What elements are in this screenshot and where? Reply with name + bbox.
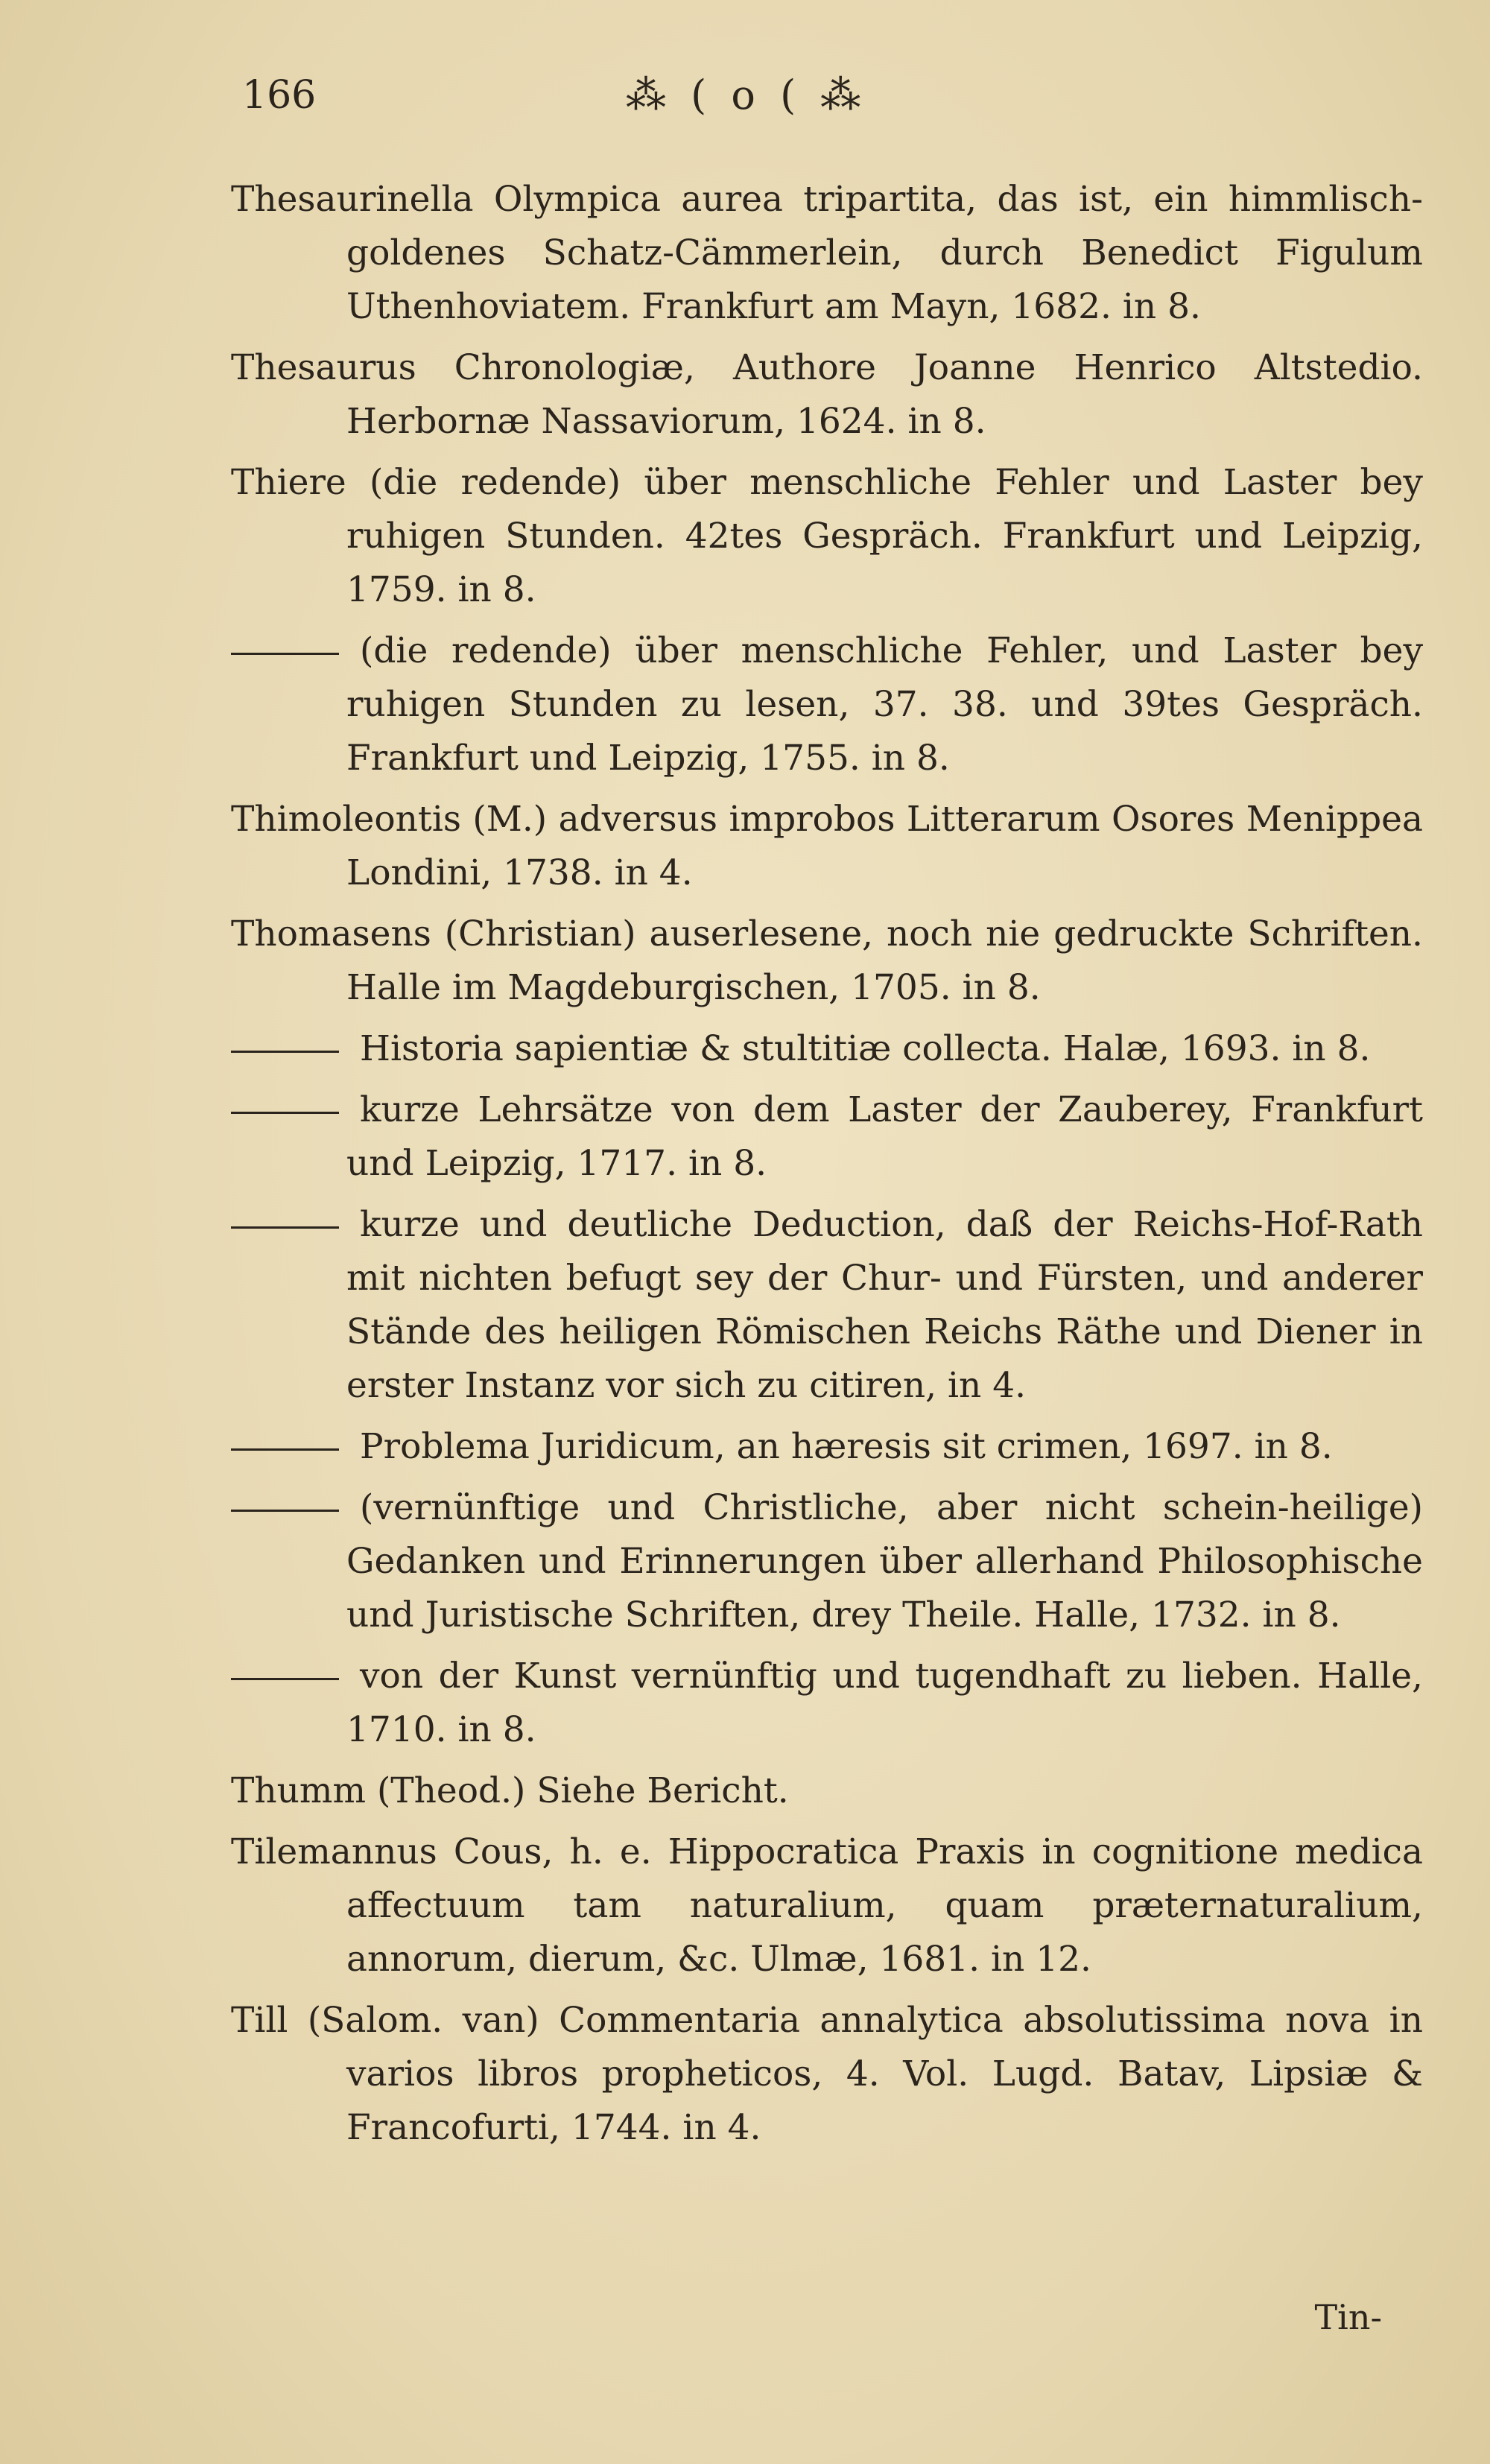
catchword: Tin- (1314, 2297, 1382, 2337)
bibliography-entry (231, 1083, 1423, 1191)
bibliography-entry (231, 1825, 1423, 1986)
entry-text: (vernünftige und Christliche, aber nicht schein-heilige) Gedanken und Erinnerungen über allerhand Philosophische und Juristische Schriften, drey Theile. Halle, 1732. in 8. (346, 1487, 1423, 1635)
entry-text: Problema Juridicum, an hæresis sit crimen, 1697. in 8. (360, 1426, 1333, 1467)
entry-text: von der Kunst vernünftig und tugendhaft zu lieben. Halle, 1710. in 8. (346, 1656, 1423, 1750)
entry-text: Thiere (die redende) über menschliche Fehler und Laster bey ruhigen Stunden. 42tes Gespräch. Frankfurt und Leipzig, 1759. in 8. (231, 462, 1423, 610)
ditto-dash (231, 1510, 339, 1512)
bibliography-entry (231, 1022, 1423, 1076)
ditto-dash (231, 653, 339, 655)
entry-text: kurze Lehrsätze von dem Laster der Zauberey, Frankfurt und Leipzig, 1717. in 8. (346, 1089, 1423, 1184)
bibliography-entry (231, 1650, 1423, 1757)
bibliography-entries (231, 173, 1423, 2162)
entry-text: Tilemannus Cous, h. e. Hippocratica Praxis in cognitione medica affectuum tam naturalium, quam præternaturalium, annorum, dierum, &c. Ulmæ, 1681. in 12. (231, 1831, 1423, 1980)
ditto-dash (231, 1051, 339, 1053)
bibliography-entry (231, 1198, 1423, 1413)
entry-text: Thomasens (Christian) auserlesene, noch nie gedruckte Schriften. Halle im Magdeburgischen, 1705. in 8. (231, 913, 1423, 1008)
page-header (220, 66, 1412, 125)
ditto-dash (231, 1448, 339, 1451)
header-ornament: ⁂ ( o ( ⁂ (626, 72, 867, 118)
ditto-dash (231, 1678, 339, 1680)
entry-text: Historia sapientiæ & stultitiæ collecta. Halæ, 1693. in 8. (360, 1028, 1371, 1069)
entry-text: kurze und deutliche Deduction, daß der Reichs-Hof-Rath mit nichten befugt sey der Chur- und Fürsten, und anderer Stände des heiligen Römischen Reichs Räthe und Diener in erster Instanz vor sich zu citiren, in 4. (346, 1204, 1423, 1406)
bibliography-entry (231, 456, 1423, 617)
ditto-dash (231, 1112, 339, 1114)
bibliography-entry (231, 624, 1423, 785)
entry-text: Thumm (Theod.) Siehe Bericht. (231, 1770, 789, 1811)
bibliography-entry (231, 341, 1423, 449)
entry-text: Till (Salom. van) Commentaria annalytica absolutissima nova in varios libros propheticos, 4. Vol. Lugd. Batav, Lipsiæ & Francofurti, 1744. in 4. (231, 2000, 1423, 2148)
bibliography-entry (231, 173, 1423, 334)
bibliography-entry (231, 793, 1423, 900)
entry-text: (die redende) über menschliche Fehler, und Laster bey ruhigen Stunden zu lesen, 37. 38. und 39tes Gespräch. Frankfurt und Leipzig, 1755. in 8. (346, 630, 1423, 779)
entry-text: Thesaurinella Olympica aurea tripartita, das ist, ein himmlisch-goldenes Schatz-Cämmerlein, durch Benedict Figulum Uthenhoviatem. Frankfurt am Mayn, 1682. in 8. (231, 179, 1423, 327)
bibliography-entry (231, 1764, 1423, 1818)
bibliography-entry (231, 1481, 1423, 1642)
entry-text: Thesaurus Chronologiæ, Authore Joanne Henrico Altstedio. Herbornæ Nassaviorum, 1624. in 8. (231, 347, 1423, 442)
bibliography-entry (231, 1994, 1423, 2155)
entry-text: Thimoleontis (M.) adversus improbos Litterarum Osores Menippea Londini, 1738. in 4. (231, 799, 1423, 893)
ditto-dash (231, 1226, 339, 1229)
page-number: 166 (242, 73, 317, 118)
bibliography-entry (231, 1420, 1423, 1474)
bibliography-entry (231, 908, 1423, 1015)
